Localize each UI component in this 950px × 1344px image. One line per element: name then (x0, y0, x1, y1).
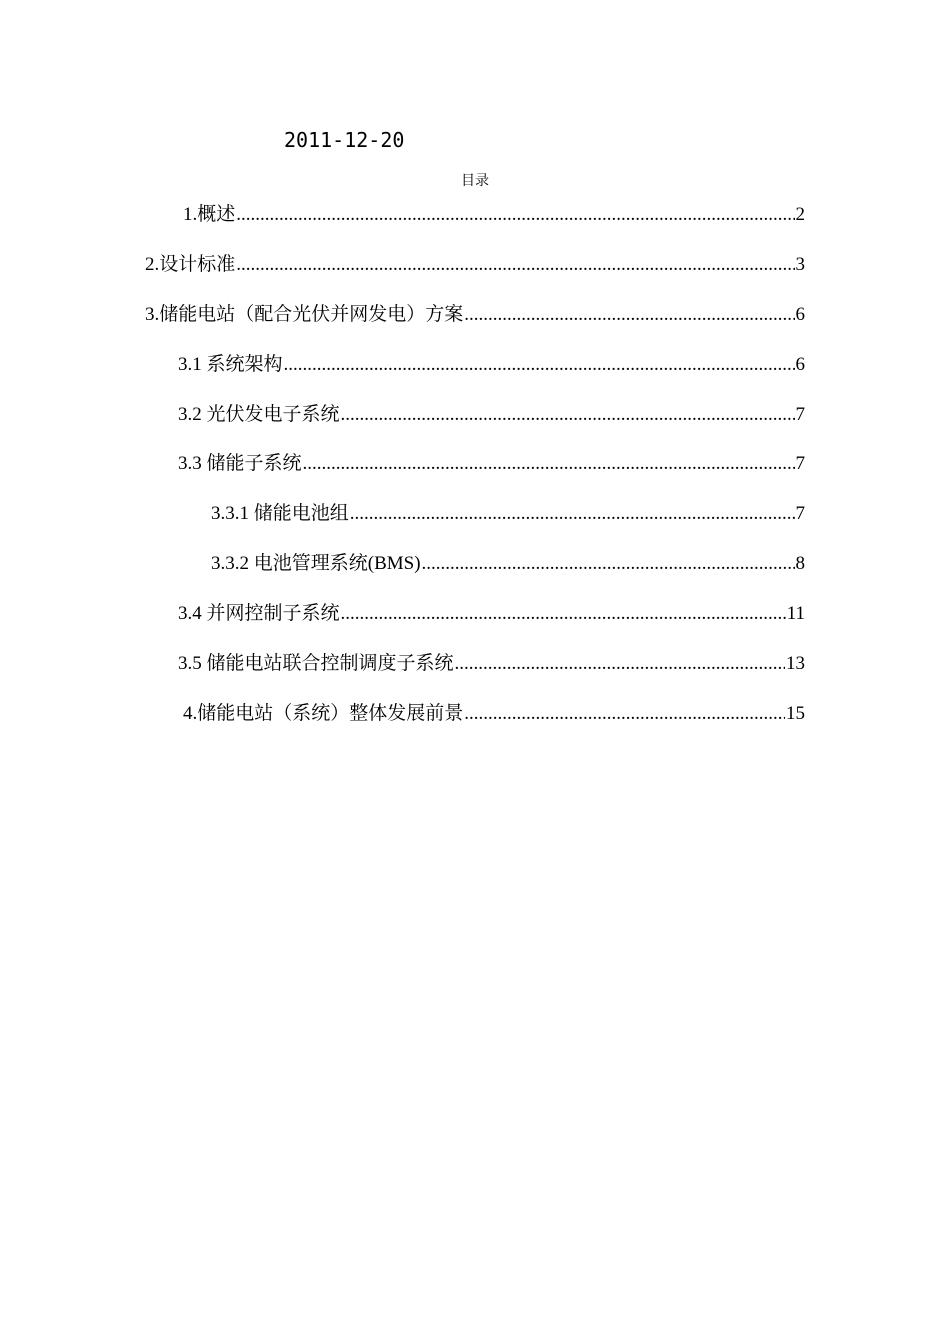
toc-entry-page: 6 (795, 354, 805, 375)
toc-entry-1[interactable] (183, 203, 805, 227)
toc-dot-leader (341, 602, 786, 626)
toc-entry-3-1[interactable] (178, 353, 805, 377)
toc-entry-page: 15 (786, 703, 805, 724)
toc-entry-label: 3.3.2 电池管理系统(BMS) (211, 553, 421, 574)
toc-dot-leader (422, 552, 795, 576)
toc-entry-label: 4.储能电站（系统）整体发展前景 (183, 703, 464, 724)
toc-dot-leader (236, 253, 794, 277)
toc-entry-label: 3.1 系统架构 (178, 354, 283, 375)
toc-entry-page: 7 (795, 453, 805, 474)
toc-entry-label: 3.储能电站（配合光伏并网发电）方案 (145, 304, 464, 325)
toc-entry-label: 3.2 光伏发电子系统 (178, 404, 340, 425)
document-date: 2011-12-20 (284, 128, 405, 152)
toc-entry-label: 3.3 储能子系统 (178, 453, 302, 474)
toc-entry-3-2[interactable] (178, 403, 805, 427)
toc-entry-page: 8 (795, 553, 805, 574)
toc-entry-label: 2.设计标准 (145, 254, 236, 275)
toc-dot-leader (284, 353, 795, 377)
toc-entry-page: 6 (795, 304, 805, 325)
toc-dot-leader (455, 652, 785, 676)
toc-entry-page: 3 (795, 254, 805, 275)
toc-entry-3-3-1[interactable] (211, 502, 805, 526)
toc-entry-page: 13 (786, 653, 805, 674)
toc-entry-3-4[interactable] (178, 602, 805, 626)
toc-entry-label: 3.3.1 储能电池组 (211, 503, 349, 524)
toc-dot-leader (350, 502, 795, 526)
toc-entry-4[interactable] (183, 702, 805, 726)
toc-dot-leader (236, 203, 794, 227)
toc-dot-leader (464, 702, 785, 726)
toc-entry-page: 2 (795, 204, 805, 225)
toc-entry-2[interactable] (145, 253, 805, 277)
toc-entry-3-5[interactable] (178, 652, 805, 676)
toc-dot-leader (303, 452, 795, 476)
toc-entry-page: 11 (786, 603, 805, 624)
toc-entry-label: 3.4 并网控制子系统 (178, 603, 340, 624)
toc-entry-page: 7 (795, 503, 805, 524)
toc-title: 目录 (461, 173, 489, 189)
toc-entry-3[interactable] (145, 303, 805, 327)
toc-dot-leader (341, 403, 795, 427)
toc-entry-label: 1.概述 (183, 204, 236, 225)
toc-entry-3-3[interactable] (178, 452, 805, 476)
toc-entry-label: 3.5 储能电站联合控制调度子系统 (178, 653, 454, 674)
toc-entry-3-3-2[interactable] (211, 552, 805, 576)
toc-entry-page: 7 (795, 404, 805, 425)
toc-dot-leader (464, 303, 794, 327)
